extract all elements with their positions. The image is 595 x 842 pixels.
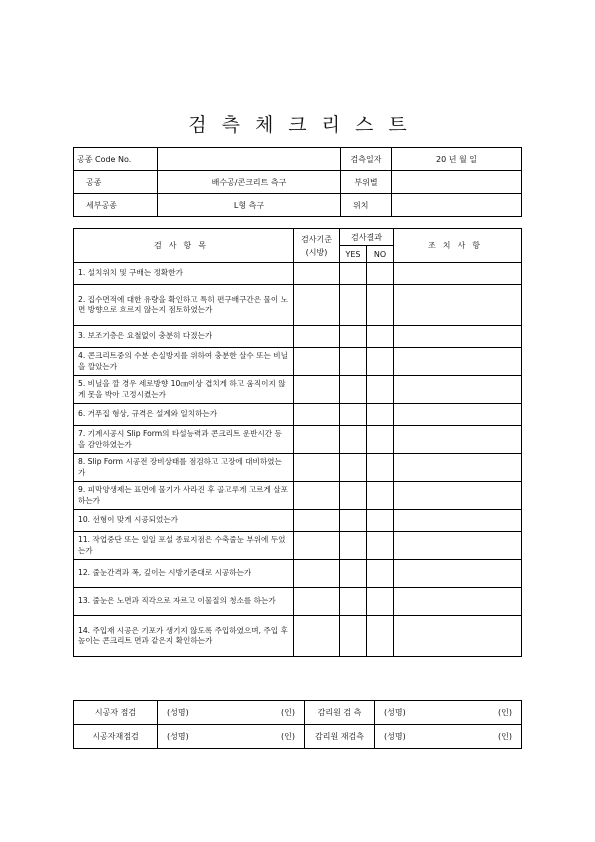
- no-cell[interactable]: [367, 454, 394, 482]
- location-value[interactable]: [392, 171, 522, 194]
- supervisor-inspect-label: 감리원 검 측: [305, 701, 375, 725]
- yes-cell[interactable]: [340, 616, 367, 657]
- standard-cell[interactable]: [294, 560, 340, 588]
- checklist-item-text: 11. 작업중단 또는 일일 포설 종료지점은 수축줄눈 부위에 두었는가: [74, 532, 294, 560]
- no-cell[interactable]: [367, 263, 394, 285]
- action-cell[interactable]: [394, 285, 522, 326]
- signature-table: [73, 700, 522, 749]
- header-action: 조치사항: [394, 229, 522, 263]
- no-cell[interactable]: [367, 482, 394, 510]
- action-cell[interactable]: [394, 404, 522, 426]
- seal-placeholder: (인): [281, 708, 295, 717]
- standard-cell[interactable]: [294, 532, 340, 560]
- standard-cell[interactable]: [294, 404, 340, 426]
- checklist-item-text: 3. 보조기층은 요철없이 충분히 다졌는가: [74, 326, 294, 348]
- checklist-item-text: 14. 주입재 시공은 기포가 생기지 않도록 주입하였으며, 주입 후 높이는 콘크리트 면과 같은지 확인하는가: [74, 616, 294, 657]
- no-cell[interactable]: [367, 348, 394, 376]
- date-value[interactable]: 20 년 월 일: [392, 148, 522, 171]
- standard-cell[interactable]: [294, 376, 340, 404]
- checklist-item-text: 4. 콘크리트중의 수분 손실방지를 위하여 충분한 살수 또는 비닐을 깔았는가: [74, 348, 294, 376]
- checklist-row: [74, 454, 522, 482]
- seal-placeholder: (인): [498, 732, 512, 741]
- checklist-row: [74, 482, 522, 510]
- checklist-item-text: 13. 줄눈은 노면과 직각으로 자르고 이물질의 청소를 하는가: [74, 588, 294, 616]
- no-cell[interactable]: [367, 426, 394, 454]
- standard-cell[interactable]: [294, 588, 340, 616]
- no-cell[interactable]: [367, 560, 394, 588]
- action-cell[interactable]: [394, 348, 522, 376]
- checklist-row: [74, 326, 522, 348]
- checklist-row: [74, 376, 522, 404]
- action-cell[interactable]: [394, 426, 522, 454]
- checklist-table: [73, 228, 522, 657]
- action-cell[interactable]: [394, 482, 522, 510]
- header-no: NO: [367, 246, 394, 263]
- info-table: [73, 147, 522, 217]
- supervisor-inspect-signature[interactable]: [375, 701, 522, 725]
- no-cell[interactable]: [367, 376, 394, 404]
- signature-placeholder: (성명): [167, 708, 189, 717]
- checklist-item-text: 5. 비닐을 깔 경우 세로방향 10㎝이상 겹치게 하고 움직이지 않게 못을 박아 고정시켰는가: [74, 376, 294, 404]
- checklist-item-text: 12. 줄눈간격과 폭, 깊이는 시방기준대로 시공하는가: [74, 560, 294, 588]
- checklist-item-text: 8. Slip Form 시공전 장비상태를 점검하고 고장에 대비하였는가: [74, 454, 294, 482]
- no-cell[interactable]: [367, 616, 394, 657]
- checklist-row: [74, 285, 522, 326]
- checklist-row: [74, 426, 522, 454]
- yes-cell[interactable]: [340, 532, 367, 560]
- standard-cell[interactable]: [294, 348, 340, 376]
- yes-cell[interactable]: [340, 376, 367, 404]
- yes-cell[interactable]: [340, 326, 367, 348]
- standard-cell[interactable]: [294, 510, 340, 532]
- checklist-row: [74, 560, 522, 588]
- standard-cell[interactable]: [294, 285, 340, 326]
- checklist-item-text: 9. 피막양생제는 표면에 물기가 사라진 후 골고루게 고르게 살포하는가: [74, 482, 294, 510]
- standard-cell[interactable]: [294, 454, 340, 482]
- header-standard: 검사기준 (시방): [294, 229, 340, 263]
- no-cell[interactable]: [367, 510, 394, 532]
- yes-cell[interactable]: [340, 588, 367, 616]
- action-cell[interactable]: [394, 376, 522, 404]
- action-cell[interactable]: [394, 454, 522, 482]
- no-cell[interactable]: [367, 285, 394, 326]
- checklist-item-text: 2. 집수면적에 대한 유량을 확인하고 특히 편구배구간은 물이 노면 방향으로 흐르지 않는지 점토하였는가: [74, 285, 294, 326]
- supervisor-recheck-label: 감리원 재검측: [305, 725, 375, 749]
- no-cell[interactable]: [367, 404, 394, 426]
- action-cell[interactable]: [394, 510, 522, 532]
- page-title: 검측체크리스트: [188, 114, 422, 136]
- yes-cell[interactable]: [340, 510, 367, 532]
- checklist-row: [74, 510, 522, 532]
- contractor-recheck-label: 시공자재점검: [74, 725, 158, 749]
- yes-cell[interactable]: [340, 426, 367, 454]
- yes-cell[interactable]: [340, 348, 367, 376]
- supervisor-recheck-signature[interactable]: [375, 725, 522, 749]
- checklist-row: [74, 588, 522, 616]
- standard-cell[interactable]: [294, 616, 340, 657]
- checklist-row: [74, 532, 522, 560]
- checklist-item-text: 10. 선형이 맞게 시공되었는가: [74, 510, 294, 532]
- standard-cell[interactable]: [294, 482, 340, 510]
- contractor-recheck-signature[interactable]: [158, 725, 305, 749]
- header-yes: YES: [340, 246, 367, 263]
- no-cell[interactable]: [367, 588, 394, 616]
- seal-placeholder: (인): [281, 732, 295, 741]
- checklist-body: [74, 263, 522, 657]
- type-value[interactable]: 배수공/콘크리트 측구: [158, 171, 341, 194]
- location-label: 부위별: [341, 171, 392, 194]
- checklist-row: [74, 616, 522, 657]
- action-cell[interactable]: [394, 616, 522, 657]
- contractor-check-signature[interactable]: [158, 701, 305, 725]
- subtype-value[interactable]: L형 측구: [158, 194, 341, 217]
- action-cell[interactable]: [394, 588, 522, 616]
- signature-placeholder: (성명): [167, 732, 189, 741]
- subtype-label: 세부공종: [74, 194, 158, 217]
- no-cell[interactable]: [367, 532, 394, 560]
- header-items: 검사항목: [74, 229, 294, 263]
- yes-cell[interactable]: [340, 454, 367, 482]
- checklist-item-text: 6. 거푸집 형상, 규격은 설계와 일치하는가: [74, 404, 294, 426]
- checklist-item-text: 1. 설치위치 및 구배는 정확한가: [74, 263, 294, 285]
- yes-cell[interactable]: [340, 482, 367, 510]
- standard-cell[interactable]: [294, 326, 340, 348]
- position-value[interactable]: [392, 194, 522, 217]
- yes-cell[interactable]: [340, 404, 367, 426]
- checklist-row: [74, 263, 522, 285]
- position-label: 위치: [341, 194, 392, 217]
- action-cell[interactable]: [394, 326, 522, 348]
- yes-cell[interactable]: [340, 560, 367, 588]
- contractor-check-label: 시공자 점검: [74, 701, 158, 725]
- signature-placeholder: (성명): [384, 732, 406, 741]
- standard-cell[interactable]: [294, 263, 340, 285]
- no-cell[interactable]: [367, 326, 394, 348]
- date-label: 검측일자: [341, 148, 392, 171]
- standard-cell[interactable]: [294, 426, 340, 454]
- checklist-row: [74, 404, 522, 426]
- header-result: 검사결과: [340, 229, 394, 246]
- yes-cell[interactable]: [340, 263, 367, 285]
- action-cell[interactable]: [394, 560, 522, 588]
- type-label: 공종: [74, 171, 158, 194]
- yes-cell[interactable]: [340, 285, 367, 326]
- checklist-item-text: 7. 기계시공시 Slip Form의 타설능력과 콘크리트 운반시간 등을 감안하였는가: [74, 426, 294, 454]
- code-value[interactable]: [158, 148, 341, 171]
- seal-placeholder: (인): [498, 708, 512, 717]
- action-cell[interactable]: [394, 263, 522, 285]
- signature-placeholder: (성명): [384, 708, 406, 717]
- code-label: 공종 Code No.: [74, 148, 158, 171]
- checklist-row: [74, 348, 522, 376]
- action-cell[interactable]: [394, 532, 522, 560]
